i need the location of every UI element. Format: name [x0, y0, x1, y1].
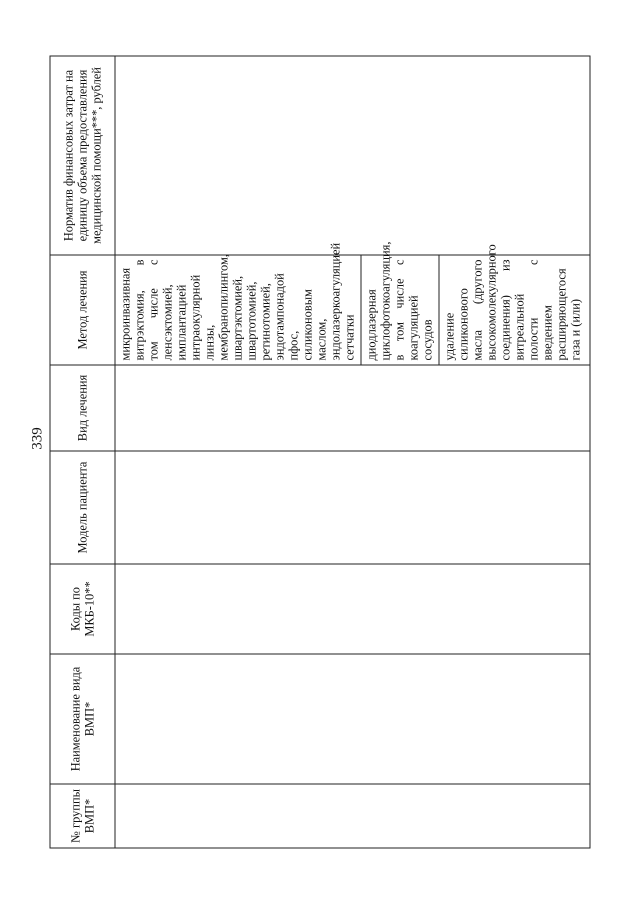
method-item: диодлазерная циклофотокоагуляция, в том числе с коагуляцией сосудов — [362, 255, 440, 364]
cell-icd-codes — [115, 564, 590, 654]
header-group-no: № группы ВМП* — [50, 784, 115, 848]
cell-treatment-type — [115, 365, 590, 451]
cell-group-no — [115, 784, 590, 848]
header-vmp-name: Наименование вида ВМП* — [50, 654, 115, 784]
cell-vmp-name — [115, 654, 590, 784]
header-cost-norm: Норматив финансовых затрат на единицу объема предоставления медицинской помощи***, рублей — [50, 56, 115, 255]
cell-cost-norm — [115, 56, 590, 255]
header-treatment-type: Вид лечения — [50, 365, 115, 451]
header-row — [50, 56, 115, 848]
method-item: удаление силиконового масла (другого высокомолекулярного соединения) из витреальной полости с введением расширяющегося газа и (или) — [442, 243, 583, 360]
header-patient-model: Модель пациента — [50, 451, 115, 564]
rotated-table-wrapper — [50, 56, 591, 848]
cell-treatment-method — [115, 241, 590, 365]
header-icd-codes: Коды по МКБ-10** — [50, 564, 115, 654]
header-treatment-method: Метод лечения — [50, 255, 115, 365]
cell-patient-model — [115, 451, 590, 564]
vmp-table — [50, 55, 591, 848]
table-row — [115, 56, 590, 848]
page-number: 339 — [29, 427, 46, 450]
method-item: микроинвазивная витрэктомия, в том числе с ленсэктомией, имплантацией интраокулярной линзы, мембранопилингом, швартэктомией, швартотомией, ретинотомией, эндотампонадой пфос, силиконовым маслом, эндолазеркоагуляцией сетчатки — [116, 255, 362, 364]
